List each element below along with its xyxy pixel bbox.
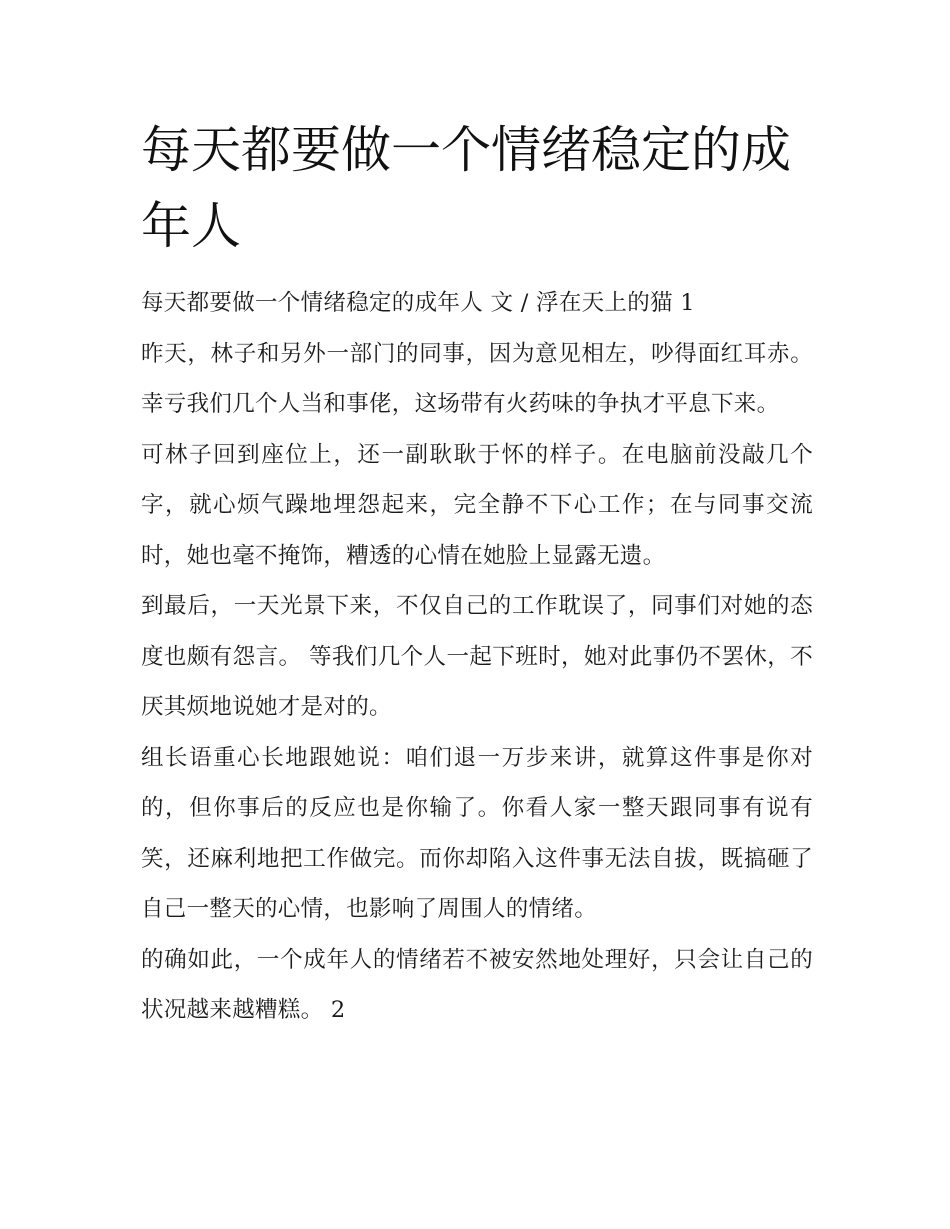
paragraph: 到最后，一天光景下来，不仅自己的工作耽误了，同事们对她的态度也颇有怨言。 等我们几个人一起下班时，她对此事仍不罢休，不厌其烦地说她才是对的。 xyxy=(141,593,813,720)
paragraph: 可林子回到座位上，还一副耿耿于怀的样子。在电脑前没敲几个字，就心烦气躁地埋怨起来，完全静不下心工作；在与同事交流时，她也毫不掩饰，糟透的心情在她脸上显露无遗。 xyxy=(141,441,813,569)
document-title: 每天都要做一个情绪稳定的成年人 xyxy=(141,121,791,255)
paragraph: 的确如此，一个成年人的情绪若不被安然地处理好，只会让自己的状况越来越糟糕。 2 xyxy=(141,946,813,1023)
paragraph: 组长语重心长地跟她说：咱们退一万步来讲，就算这件事是你对的，但你事后的反应也是你输了。你看人家一整天跟同事有说有笑，还麻利地把工作做完。而你却陷入这件事无法自拔，既搞砸了自己一整天的心情，也影响了周围人的情绪。 xyxy=(141,744,813,922)
document-body xyxy=(141,112,813,1036)
paragraph-byline: 每天都要做一个情绪稳定的成年人 文 / 浮在天上的猫 1 xyxy=(141,290,695,316)
paragraph: 昨天，林子和另外一部门的同事，因为意见相左，吵得面红耳赤。幸亏我们几个人当和事佬，这场带有火药味的争执才平息下来。 xyxy=(141,340,813,417)
